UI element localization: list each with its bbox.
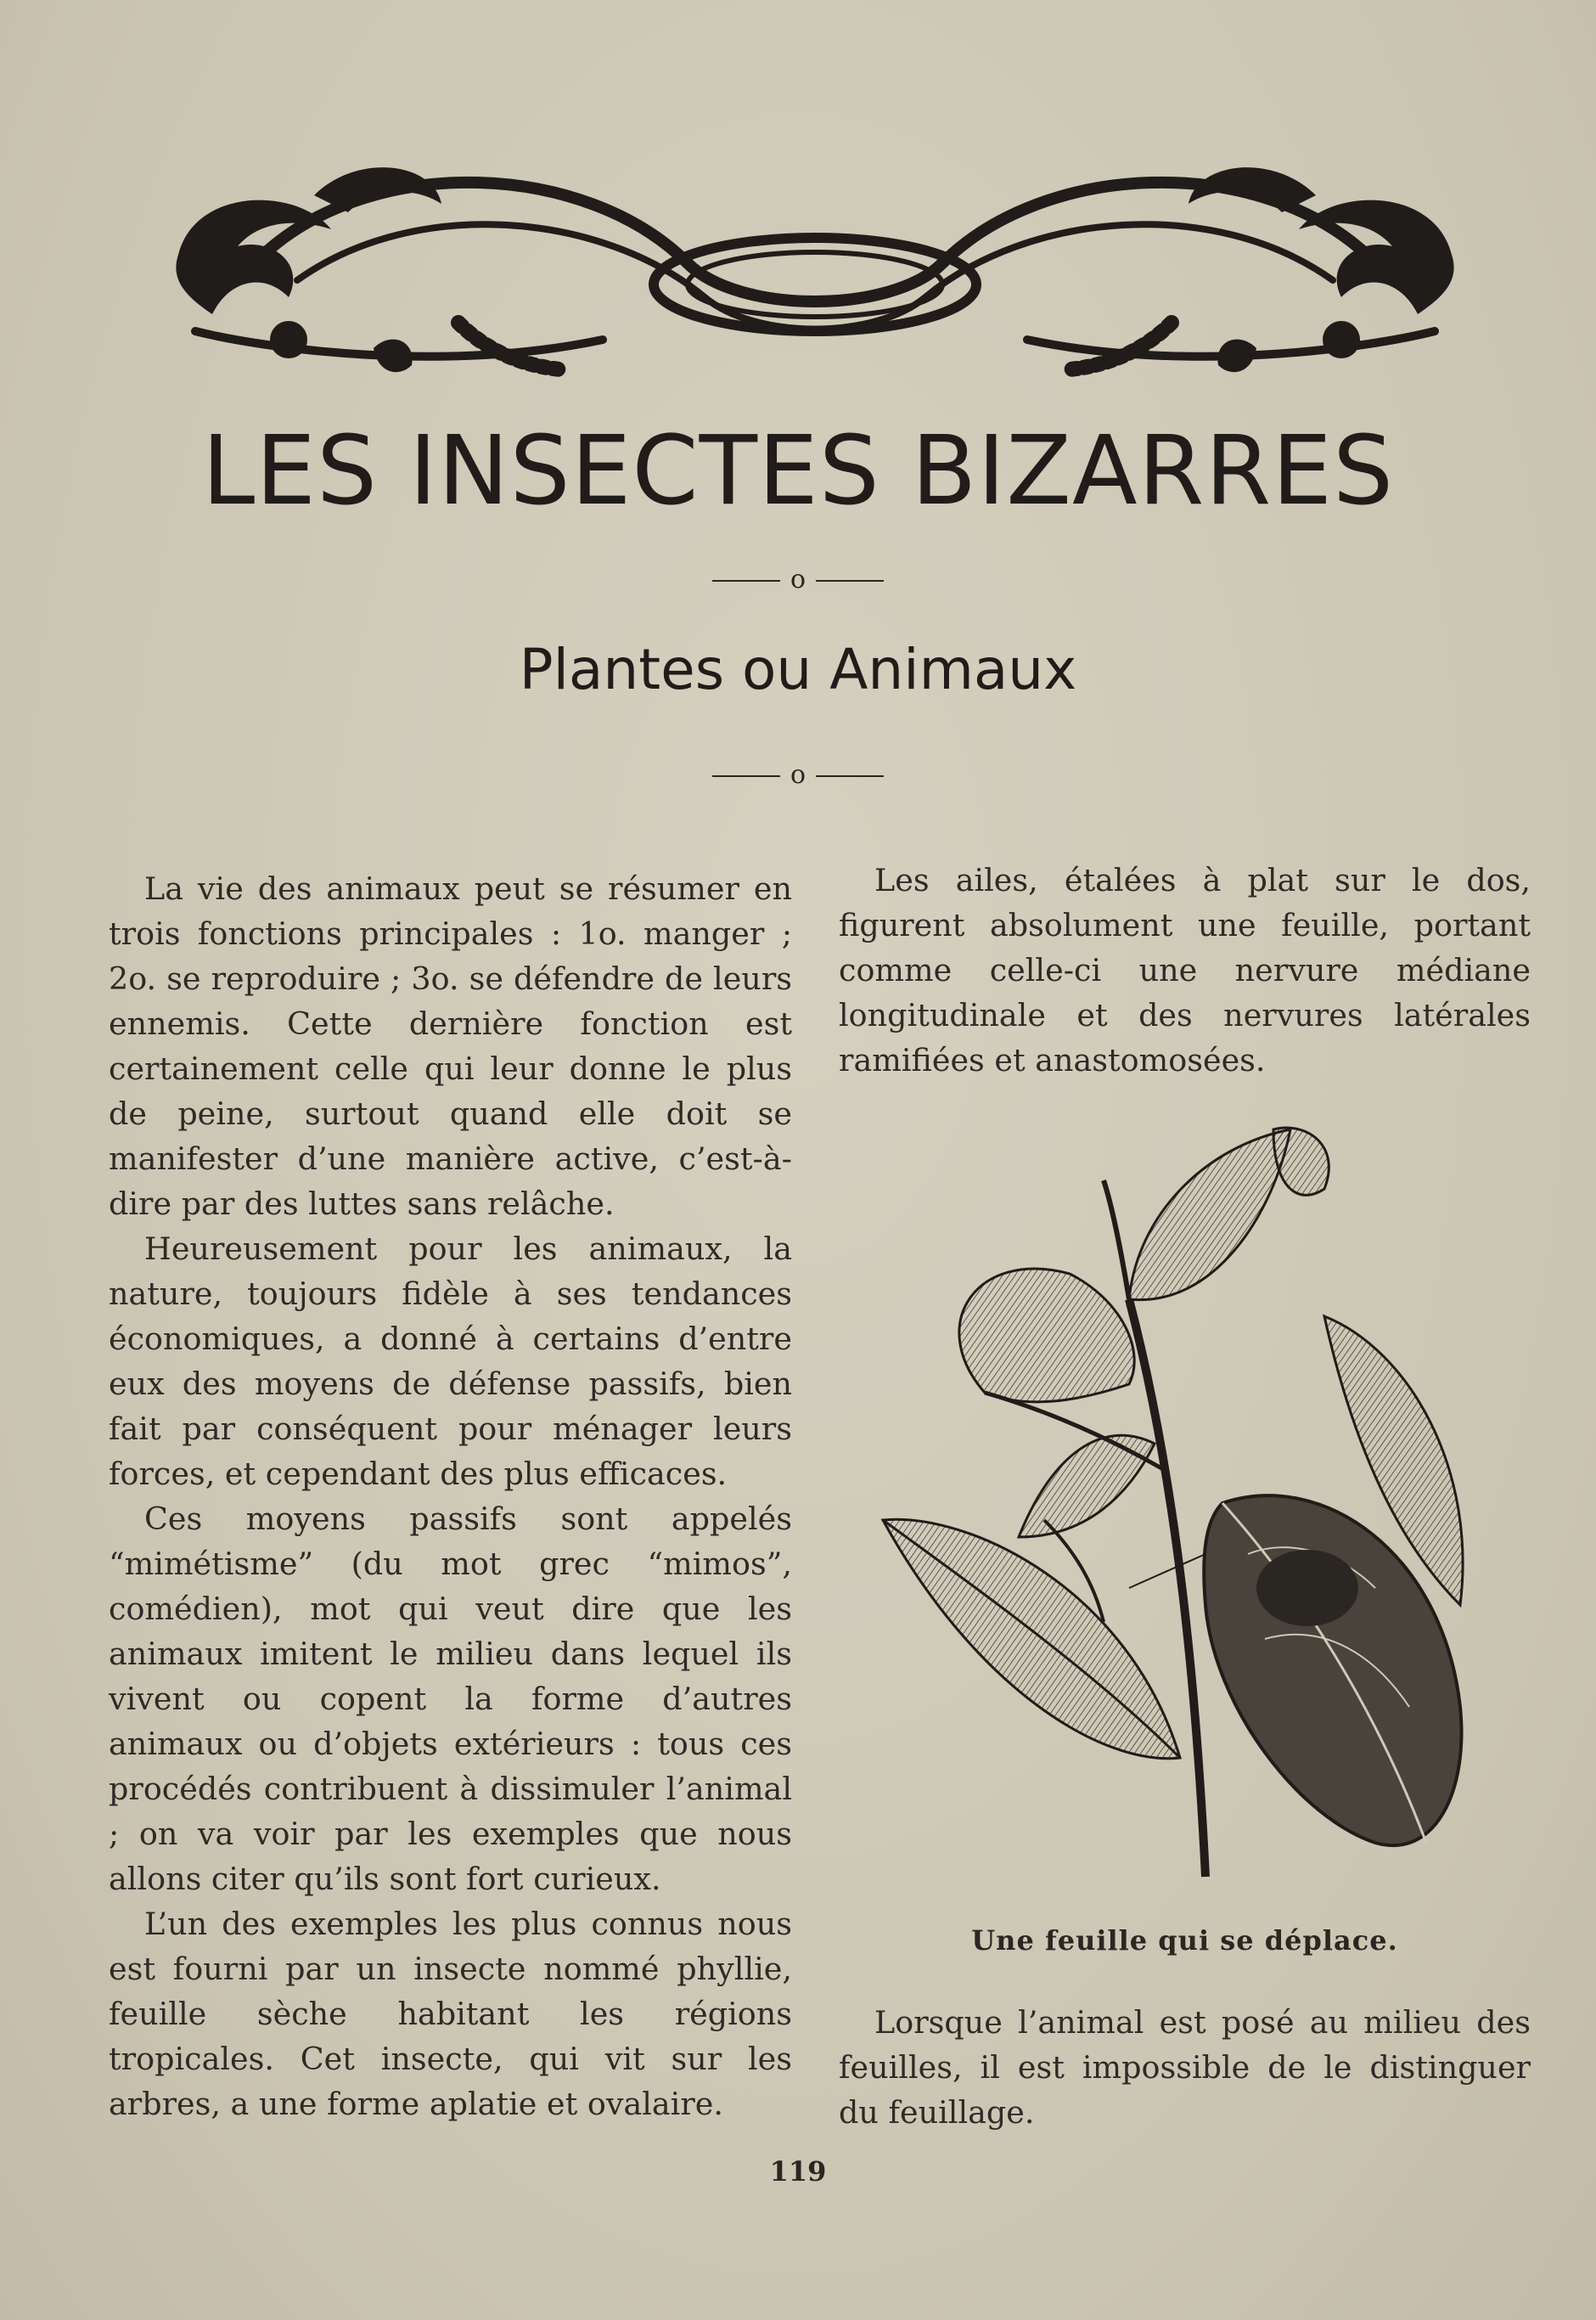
page-number: 119 — [769, 2155, 827, 2188]
separator-mark: o — [790, 565, 806, 594]
right-column — [839, 858, 1531, 1083]
figure-caption: Une feuille qui se déplace. — [971, 1924, 1398, 1957]
subtitle-separator — [0, 760, 1596, 790]
left-column — [109, 866, 792, 2126]
paragraph: La vie des animaux peut se résumer en trois fonctions principales : 1o. manger ; 2o. se reproduire ; 3o. se défendre de leurs ennemis. Cette dernière fonction est certainement celle qui leur donne le plus de peine, surtout quand elle doit se manifester d’une manière active, c’est-à-dire par des luttes sans relâche. — [109, 870, 792, 1222]
title-separator — [0, 565, 1596, 594]
leaf-insect-illustration-icon — [849, 1112, 1494, 1894]
page-title: LES INSECTES BIZARRES — [201, 416, 1395, 527]
paragraph: Les ailes, étalées à plat sur le dos, figurent absolument une feuille, portant comme celle-ci une nervure médiane longitudinale et des nervures latérales ramifiées et anastomosées. — [839, 862, 1531, 1078]
subtitle: Plantes ou Animaux — [519, 637, 1077, 702]
paragraph: Lorsque l’animal est posé au milieu des feuilles, il est impossible de le distinguer du feuillage. — [839, 2004, 1531, 2131]
separator-mark: o — [790, 760, 806, 790]
floral-ornament-icon — [161, 136, 1469, 391]
paragraph: L’un des exemples les plus connus nous est fourni par un insecte nommé phyllie, feuille sèche habitant les régions tropicales. Cet insecte, qui vit sur les arbres, a une forme aplatie et ovalaire. — [109, 1906, 792, 2122]
paragraph: Ces moyens passifs sont appelés “mimétisme” (du mot grec “mimos”, comédien), mot qui veut dire que les animaux imitent le milieu dans lequel ils vivent ou copent la forme d’autres animaux ou d’objets extérieurs : tous ces procédés contribuent à dissimuler l’animal ; on va voir par les exemples que nous allons citer qu’ils sont fort curieux. — [109, 1501, 792, 1897]
right-column-lower — [839, 2000, 1531, 2135]
paragraph: Heureusement pour les animaux, la nature, toujours fidèle à ses tendances économiques, a donné à certains d’entre eux des moyens de défense passifs, bien fait par conséquent pour ménager leurs forces, et cependant des plus efficaces. — [109, 1230, 792, 1492]
